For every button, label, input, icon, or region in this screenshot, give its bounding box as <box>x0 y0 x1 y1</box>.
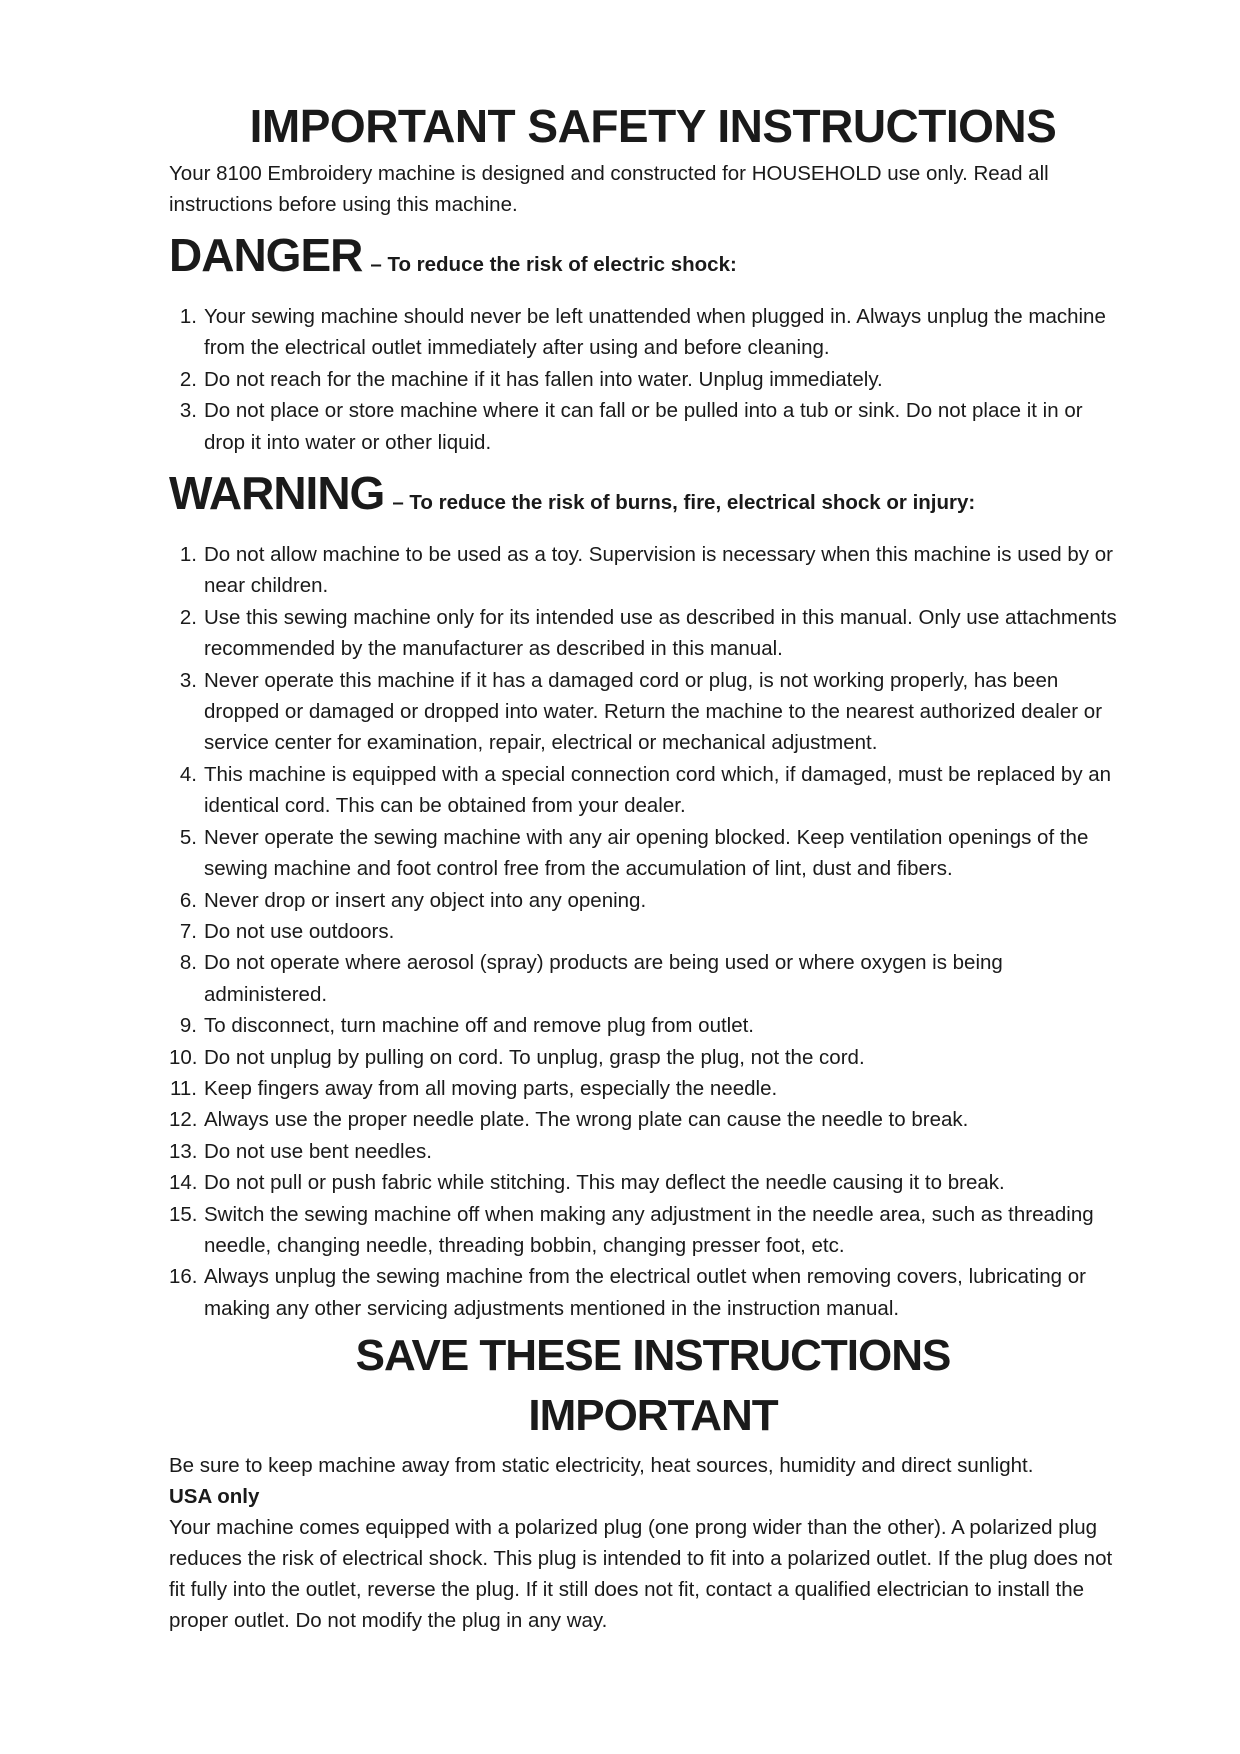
important-heading: IMPORTANT <box>528 1391 778 1441</box>
warning-item-number: 7. <box>179 919 197 943</box>
usa-only-label: USA only <box>169 1485 260 1509</box>
warning-word: WARNING <box>169 467 385 520</box>
danger-item <box>169 301 1129 364</box>
warning-item-text: Never drop or insert any object into any opening. <box>204 888 647 912</box>
intro-paragraph: Your 8100 Embroidery machine is designed and constructed for HOUSEHOLD use only. Read all instructions before using this machine. <box>169 162 1049 216</box>
warning-item <box>169 822 1129 885</box>
warning-item-text: Do not use outdoors. <box>204 919 395 943</box>
danger-list <box>169 301 1129 458</box>
warning-item <box>169 916 1129 947</box>
danger-subtitle: – To reduce the risk of electric shock: <box>370 253 737 276</box>
warning-item-number: 9. <box>179 1014 197 1038</box>
warning-item <box>169 1073 1129 1104</box>
warning-item-number: 14. <box>169 1171 198 1195</box>
warning-item-text: To disconnect, turn machine off and remove plug from outlet. <box>204 1014 755 1038</box>
warning-item-number: 8. <box>179 951 197 975</box>
warning-item-text: Do not allow machine to be used as a toy. Supervision is necessary when this machine is used by or near children. <box>204 543 1113 598</box>
warning-item <box>169 665 1129 759</box>
warning-item-text: This machine is equipped with a special connection cord which, if damaged, must be replaced by an identical cord. This can be obtained from your dealer. <box>204 762 1112 818</box>
warning-item <box>169 759 1129 822</box>
warning-heading <box>169 462 1129 536</box>
warning-subtitle: – To reduce the risk of burns, fire, electrical shock or injury: <box>392 491 976 515</box>
save-instructions-heading: SAVE THESE INSTRUCTIONS <box>355 1331 951 1381</box>
document-page <box>169 96 1129 1636</box>
warning-item-number: 15. <box>169 1202 198 1226</box>
warning-item-text: Use this sewing machine only for its intended use as described in this manual. Only use attachments recommended by the manufacturer as described in this manual. <box>204 605 1117 661</box>
usa-paragraph: Your machine comes equipped with a polarized plug (one prong wider than the other). A polarized plug reduces the risk of electrical shock. This plug is intended to fit into a polarized outlet. If the plug does not fit fully into the outlet, reverse the plug. If it still does not fit, contact a qualified electrician to install the proper outlet. Do not modify the plug in any way. <box>169 1516 1113 1633</box>
danger-item-text: Do not reach for the machine if it has fallen into water. Unplug immediately. <box>204 367 883 391</box>
danger-heading <box>169 224 1129 298</box>
warning-item-number: 11. <box>170 1076 197 1100</box>
important-paragraph: Be sure to keep machine away from static electricity, heat sources, humidity and direct sunlight. <box>169 1454 1034 1478</box>
warning-item-text: Do not use bent needles. <box>204 1139 432 1163</box>
warning-item-number: 12. <box>169 1108 198 1132</box>
warning-list <box>169 539 1129 1324</box>
danger-word: DANGER <box>169 229 363 281</box>
warning-item <box>169 1104 1129 1135</box>
warning-item <box>169 947 1129 1010</box>
warning-item-text: Switch the sewing machine off when making any adjustment in the needle area, such as threading needle, changing needle, threading bobbin, changing presser foot, etc. <box>204 1202 1094 1257</box>
danger-item-text: Your sewing machine should never be left unattended when plugged in. Always unplug the machine from the electrical outlet immediately after using and before cleaning. <box>204 305 1106 360</box>
warning-item-number: 6. <box>179 888 197 912</box>
danger-item-number: 1. <box>179 305 197 328</box>
warning-item-text: Never operate the sewing machine with any air opening blocked. Keep ventilation openings of the sewing machine and foot control free from the accumulation of lint, dust and fibers. <box>204 825 1089 881</box>
warning-item-number: 4. <box>179 762 197 786</box>
warning-item-number: 3. <box>179 668 197 692</box>
danger-item <box>169 395 1129 458</box>
warning-item-number: 10. <box>169 1045 198 1069</box>
warning-item-text: Keep fingers away from all moving parts, especially the needle. <box>204 1076 778 1100</box>
danger-item-text: Do not place or store machine where it can fall or be pulled into a tub or sink. Do not place it in or drop it into water or other liquid. <box>204 399 1083 454</box>
warning-item <box>169 885 1129 916</box>
warning-item-number: 16. <box>169 1265 198 1289</box>
page-title: IMPORTANT SAFETY INSTRUCTIONS <box>249 100 1057 152</box>
warning-item <box>169 1136 1129 1167</box>
warning-item-text: Do not unplug by pulling on cord. To unplug, grasp the plug, not the cord. <box>204 1045 865 1069</box>
warning-item <box>169 602 1129 665</box>
warning-item <box>169 1199 1129 1262</box>
warning-item-number: 5. <box>179 825 197 849</box>
warning-item-text: Always use the proper needle plate. The wrong plate can cause the needle to break. <box>204 1108 969 1132</box>
warning-item-number: 1. <box>179 543 197 567</box>
danger-item-number: 3. <box>179 399 197 423</box>
warning-item-text: Do not operate where aerosol (spray) products are being used or where oxygen is being administered. <box>204 951 1003 1006</box>
warning-item <box>169 539 1129 602</box>
danger-item-number: 2. <box>179 367 197 391</box>
danger-item <box>169 364 1129 395</box>
warning-item <box>169 1042 1129 1073</box>
warning-item-number: 2. <box>179 605 197 629</box>
warning-item-text: Do not pull or push fabric while stitching. This may deflect the needle causing it to break. <box>204 1171 1005 1195</box>
warning-item-number: 13. <box>169 1139 198 1163</box>
warning-item <box>169 1261 1129 1324</box>
warning-item <box>169 1010 1129 1041</box>
warning-item <box>169 1167 1129 1198</box>
warning-item-text: Always unplug the sewing machine from the electrical outlet when removing covers, lubricating or making any other servicing adjustments mentioned in the instruction manual. <box>204 1265 1086 1320</box>
warning-item-text: Never operate this machine if it has a damaged cord or plug, is not working properly, has been dropped or damaged or dropped into water. Return the machine to the nearest authorized dealer or service center for examination, repair, electrical or mechanical adjustment. <box>204 668 1103 755</box>
